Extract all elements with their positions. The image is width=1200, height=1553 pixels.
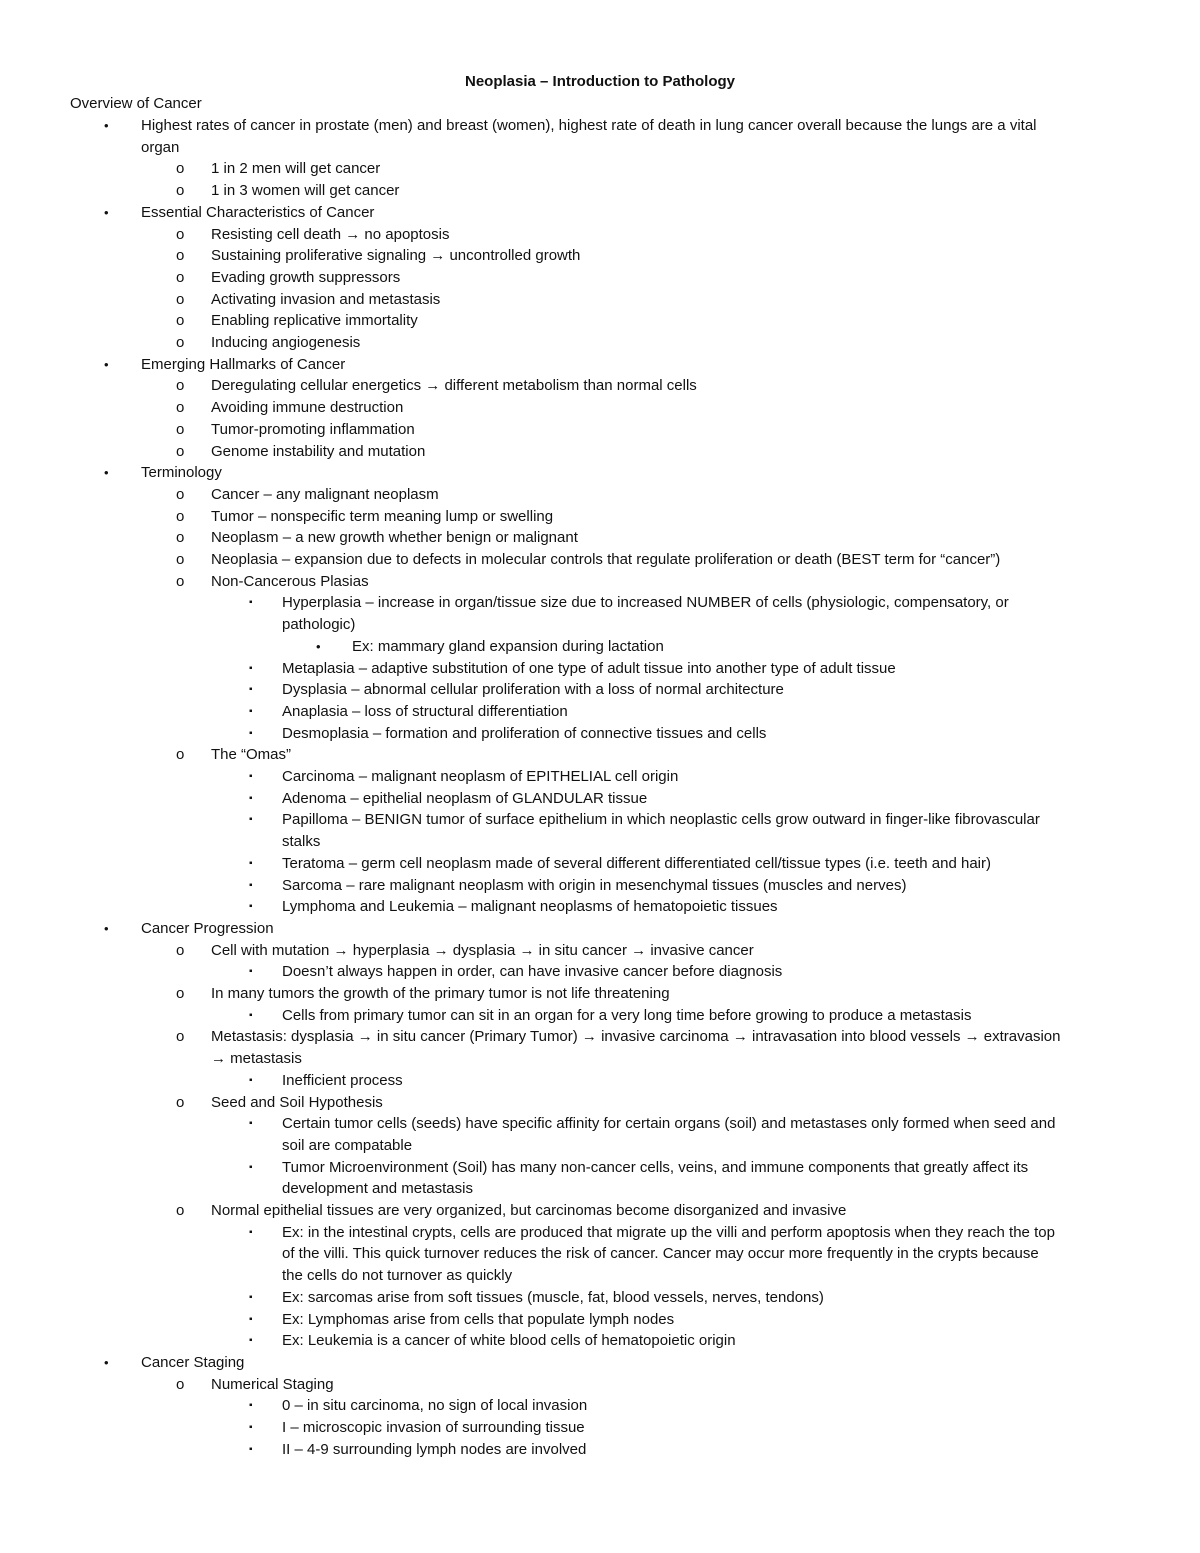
outline-line: Hyperplasia – increase in organ/tissue size due to increased NUMBER of cells (physiologic, compensatory, or	[282, 594, 1009, 612]
bullet-marker: o	[176, 485, 185, 503]
outline-line: stalks	[282, 833, 321, 851]
outline-line: 1 in 3 women will get cancer	[211, 182, 400, 200]
bullet-marker: ▪	[249, 857, 253, 869]
outline-line: Metastasis: dysplasia → in situ cancer (Primary Tumor) → invasive carcinoma → intravasation into blood vessels → extravasion	[211, 1028, 1061, 1046]
outline-line: Sustaining proliferative signaling → uncontrolled growth	[211, 247, 581, 265]
outline-line: Inefficient process	[282, 1071, 403, 1089]
bullet-marker: o	[176, 312, 185, 330]
outline-line: Seed and Soil Hypothesis	[211, 1093, 383, 1111]
outline-line: Highest rates of cancer in prostate (men) and breast (women), highest rate of death in lung cancer overall because the lungs are a vital	[141, 117, 1037, 134]
bullet-marker: ▪	[249, 1422, 253, 1433]
outline-line: development and metastasis	[282, 1180, 473, 1198]
bullet-marker: •	[104, 465, 109, 481]
bullet-marker: o	[176, 160, 185, 178]
outline-line: Evading growth suppressors	[211, 268, 401, 286]
outline-line: Certain tumor cells (seeds) have specific affinity for certain organs (soil) and metastases only formed when seed and	[282, 1115, 1056, 1133]
bullet-marker: ▪	[249, 1161, 253, 1173]
outline-line: Tumor – nonspecific term meaning lump or swelling	[211, 507, 554, 525]
bullet-marker: o	[176, 1028, 185, 1046]
bullet-marker: o	[176, 247, 185, 265]
outline-line: Neoplasm – a new growth whether benign or malignant	[211, 529, 578, 547]
outline-line: Deregulating cellular energetics → different metabolism than normal cells	[211, 377, 697, 395]
bullet-marker: ▪	[249, 662, 253, 674]
bullet-marker: ▪	[249, 727, 253, 739]
outline-line: Terminology	[141, 464, 222, 482]
outline-line: Avoiding immune destruction	[211, 399, 404, 417]
outline-line: Cancer – any malignant neoplasm	[211, 485, 439, 503]
outline-line: Adenoma – epithelial neoplasm of GLANDULAR tissue	[282, 789, 648, 807]
outline-line: II – 4-9 surrounding lymph nodes are involved	[282, 1440, 587, 1458]
bullet-marker: ▪	[249, 901, 253, 913]
outline-line: Cell with mutation → hyperplasia → dysplasia → in situ cancer → invasive cancer	[211, 941, 754, 959]
outline-line: Emerging Hallmarks of Cancer	[141, 355, 346, 373]
outline-line: Teratoma – germ cell neoplasm made of several different differentiated cell/tissue types (i.e. teeth and hair)	[282, 854, 991, 872]
outline-line: → metastasis	[211, 1050, 302, 1068]
bullet-marker: o	[176, 290, 185, 308]
outline-line: Desmoplasia – formation and proliferation of connective tissues and cells	[282, 724, 767, 742]
outline-line: Ex: in the intestinal crypts, cells are produced that migrate up the villi and perform apoptosis when they reach the top	[282, 1223, 1055, 1241]
outline-line: The “Omas”	[211, 746, 292, 764]
outline-line: Ex: sarcomas arise from soft tissues (muscle, fat, blood vessels, nerves, tendons)	[282, 1288, 824, 1306]
bullet-marker: o	[176, 1202, 185, 1219]
outline-line: Anaplasia – loss of structural differentiation	[282, 702, 568, 720]
bullet-marker: •	[316, 638, 321, 654]
bullet-marker: o	[176, 182, 185, 200]
outline-line: Sarcoma – rare malignant neoplasm with origin in mesenchymal tissues (muscles and nerves)	[282, 876, 907, 894]
outline-line: Genome instability and mutation	[211, 442, 426, 460]
bullet-marker: o	[176, 334, 185, 351]
bullet-marker: o	[176, 268, 185, 286]
outline-line: pathologic)	[282, 616, 356, 634]
bullet-marker: o	[176, 377, 185, 395]
bullet-marker: ▪	[249, 1313, 253, 1325]
bullet-marker: •	[104, 356, 109, 372]
outline-line: Activating invasion and metastasis	[211, 290, 441, 308]
bullet-marker: o	[176, 551, 185, 568]
bullet-marker: ▪	[249, 814, 253, 826]
bullet-marker: o	[176, 572, 185, 590]
bullet-marker: o	[176, 941, 185, 959]
bullet-marker: o	[176, 1375, 185, 1393]
outline-line: Non-Cancerous Plasias	[211, 572, 369, 590]
bullet-marker: ▪	[249, 966, 253, 978]
section-heading: Overview of Cancer	[70, 95, 202, 112]
bullet-marker: ▪	[249, 1291, 253, 1303]
outline-line: Neoplasia – expansion due to defects in molecular controls that regulate proliferation or death (BEST term for “cancer”)	[211, 551, 1001, 568]
bullet-marker: ▪	[249, 1009, 253, 1021]
document-title: Neoplasia – Introduction to Pathology	[464, 73, 735, 90]
bullet-marker: ▪	[249, 705, 253, 717]
outline-line: 1 in 2 men will get cancer	[211, 160, 381, 178]
bullet-marker: ▪	[249, 684, 253, 696]
outline-line: Inducing angiogenesis	[211, 334, 361, 351]
bullet-marker: ▪	[249, 597, 253, 609]
outline-line: Essential Characteristics of Cancer	[141, 203, 375, 221]
bullet-marker: ▪	[249, 1400, 253, 1412]
outline-line: Lymphoma and Leukemia – malignant neoplasms of hematopoietic tissues	[282, 898, 778, 916]
bullet-marker: ▪	[249, 1443, 253, 1455]
bullet-marker: ▪	[249, 1226, 253, 1238]
outline-line: Tumor Microenvironment (Soil) has many non-cancer cells, veins, and immune components that greatly affect its	[282, 1158, 1029, 1176]
outline-line: Carcinoma – malignant neoplasm of EPITHELIAL cell origin	[282, 768, 679, 785]
outline-line: Resisting cell death → no apoptosis	[211, 225, 450, 243]
bullet-marker: ▪	[249, 792, 253, 804]
outline-line: organ	[141, 138, 180, 156]
bullet-marker: •	[104, 118, 109, 133]
bullet-marker: o	[176, 1093, 185, 1111]
outline-line: 0 – in situ carcinoma, no sign of local invasion	[282, 1397, 588, 1415]
outline-line: Enabling replicative immortality	[211, 312, 418, 330]
outline-line: Normal epithelial tissues are very organized, but carcinomas become disorganized and invasive	[211, 1202, 847, 1219]
bullet-marker: o	[176, 399, 185, 417]
outline-line: Tumor-promoting inflammation	[211, 420, 415, 438]
outline-line: Cancer Staging	[141, 1353, 245, 1371]
bullet-marker: •	[104, 204, 109, 220]
outline-line: Metaplasia – adaptive substitution of one type of adult tissue into another type of adult tissue	[282, 659, 896, 677]
outline-line: the cells do not turnover as quickly	[282, 1267, 513, 1285]
bullet-marker: o	[176, 420, 185, 438]
bullet-marker: ▪	[249, 1074, 253, 1086]
outline-line: Ex: Leukemia is a cancer of white blood cells of hematopoietic origin	[282, 1332, 736, 1350]
bullet-marker: o	[176, 442, 185, 460]
outline-line: Cells from primary tumor can sit in an organ for a very long time before growing to produce a metastasis	[282, 1006, 972, 1024]
outline-line: Cancer Progression	[141, 919, 274, 937]
bullet-marker: ▪	[249, 1118, 253, 1130]
bullet-marker: •	[104, 1354, 109, 1370]
bullet-marker: •	[104, 920, 109, 936]
bullet-marker: o	[176, 225, 185, 243]
bullet-marker: o	[176, 985, 185, 1002]
bullet-marker: ▪	[249, 879, 253, 891]
outline-line: soil are compatable	[282, 1136, 413, 1154]
outline-line: Papilloma – BENIGN tumor of surface epithelium in which neoplastic cells grow outward in finger-like fibrovascular	[282, 811, 1040, 829]
outline-line: Dysplasia – abnormal cellular proliferation with a loss of normal architecture	[282, 681, 784, 699]
bullet-marker: ▪	[249, 1335, 253, 1347]
bullet-marker: o	[176, 746, 185, 764]
outline-line: Ex: Lymphomas arise from cells that populate lymph nodes	[282, 1310, 675, 1328]
bullet-marker: o	[176, 529, 185, 547]
outline-line: Ex: mammary gland expansion during lactation	[352, 637, 664, 655]
outline-line: In many tumors the growth of the primary tumor is not life threatening	[211, 985, 670, 1002]
outline-line: of the villi. This quick turnover reduces the risk of cancer. Cancer may occur more frequently in the crypts because	[282, 1245, 1039, 1263]
bullet-marker: o	[176, 507, 185, 525]
outline-line: Doesn’t always happen in order, can have invasive cancer before diagnosis	[282, 963, 783, 981]
bullet-marker: ▪	[249, 771, 253, 782]
outline-line: Numerical Staging	[211, 1375, 334, 1393]
outline-line: I – microscopic invasion of surrounding tissue	[282, 1419, 585, 1436]
